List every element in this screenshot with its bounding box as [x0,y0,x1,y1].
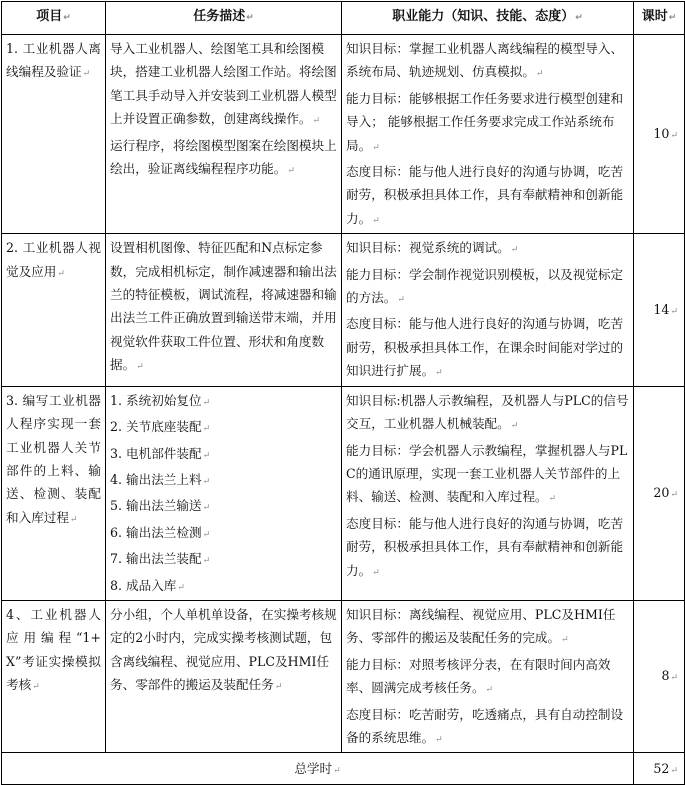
knowledge-goal: 知识目标：视觉系统的调试。↵ [346,240,519,256]
skill-goal: 能力目标：学会制作视觉识别模板，以及视觉标定的方法。↵ [346,266,624,306]
task-cell [106,234,342,386]
table-row [2,600,685,752]
task-cell [106,600,342,752]
total-row [2,753,685,785]
knowledge-goal: 知识目标:机器人示教编程，及机器人与PLC的信号交互，工业机器人机械装配。↵ [346,392,629,432]
table-row [2,234,685,386]
hours-cell: 8↵ [634,600,685,752]
course-plan-table [1,1,685,785]
task-step: 4. 输出法兰上料↵ [110,471,211,487]
task-cell [106,35,342,234]
header-project: 项目↵ [2,2,106,35]
task-paragraph: 设置相机图像、特征匹配和N点标定参数，完成相机标定，制作减速器和输出法兰的特征模板，调试流程，将减速器和输出法兰工件正确放置到输送带末端，并用视觉软件获取工件位置、形状和角度数据。↵ [110,240,337,373]
hours-cell: 10↵ [634,35,685,234]
task-step: 6. 输出法兰检测↵ [110,524,211,540]
header-hours: 课时↵ [634,2,685,35]
task-step: 2. 关节底座装配↵ [110,419,211,435]
task-paragraph: 运行程序，将绘图模型图案在绘图模块上绘出，验证离线编程程序功能。↵ [110,137,337,177]
task-step: 5. 输出法兰输送↵ [110,498,211,514]
attitude-goal: 态度目标：能与他人进行良好的沟通与协调，吃苦耐劳，积极承担具体工作，具有奉献精神和创新能力。↵ [346,164,624,226]
project-cell: 3. 编写工业机器人程序实现一套工业机器人关节部件的上料、输送、检测、装配和入库过程↵ [2,386,106,600]
attitude-goal: 态度目标：能与他人进行良好的沟通与协调，吃苦耐劳，积极承担具体工作，具有奉献精神和创新能力。↵ [346,515,624,578]
hours-cell: 14↵ [634,234,685,386]
task-step: 3. 电机部件装配↵ [110,445,211,461]
header-row [2,2,685,35]
skill-goal: 能力目标：学会机器人示教编程，掌握机器人与PLC的通讯原理，实现一套工业机器人关节部件的上料、输送、检测、装配和入库过程。↵ [346,442,628,505]
task-cell [106,386,342,600]
total-label-cell: 总学时↵ [2,753,634,785]
project-cell: 2. 工业机器人视觉及应用↵ [2,234,106,386]
task-step: 7. 输出法兰装配↵ [110,551,211,567]
task-paragraph: 分小组，个人单机单设备，在实操考核规定的2小时内，完成实操考核测试题，包含离线编程、视觉应用、PLC及HMI任务、零部件的搬运及装配任务↵ [110,606,337,693]
task-step: 8. 成品入库↵ [110,577,185,593]
skill-goal: 能力目标：对照考核评分表，在有限时间内高效率、圆满完成考核任务。↵ [346,656,611,696]
total-hours-cell: 52↵ [634,753,685,785]
project-cell: 1. 工业机器人离线编程及验证↵ [2,35,106,234]
knowledge-goal: 知识目标：离线编程、视觉应用、PLC及HMI任务、零部件的搬运及装配任务的完成。↵ [346,606,616,646]
hours-cell: 20↵ [634,386,685,600]
table-row [2,35,685,234]
table-row [2,386,685,600]
task-step: 1. 系统初始复位↵ [110,392,211,408]
project-cell: 4、工业机器人应用编程“1+X”考证实操模拟考核↵ [2,600,106,752]
ability-cell [342,35,634,234]
knowledge-goal: 知识目标：掌握工业机器人离线编程的模型导入、系统布局、轨迹规划、仿真模拟。↵ [346,41,624,80]
attitude-goal: 态度目标：吃苦耐劳，吃透痛点，具有自动控制设备的系统思维。↵ [346,706,624,745]
header-ability: 职业能力（知识、技能、态度）↵ [342,2,634,35]
ability-cell [342,234,634,386]
task-paragraph: 导入工业机器人、绘图笔工具和绘图模块，搭建工业机器人绘图工作站。将绘图笔工具手动导入并安装到工业机器人模型上并设置正确参数，创建离线操作。↵ [110,41,337,127]
ability-cell [342,386,634,600]
ability-cell [342,600,634,752]
header-task: 任务描述↵ [106,2,342,35]
attitude-goal: 态度目标：能与他人进行良好的沟通与协调，吃苦耐劳，积极承担具体工作，在课余时间能对学过的知识进行扩展。↵ [346,316,624,379]
skill-goal: 能力目标：能够根据工作任务要求进行模型创建和导入； 能够根据工作任务要求完成工作站系统布局。↵ [346,90,624,153]
